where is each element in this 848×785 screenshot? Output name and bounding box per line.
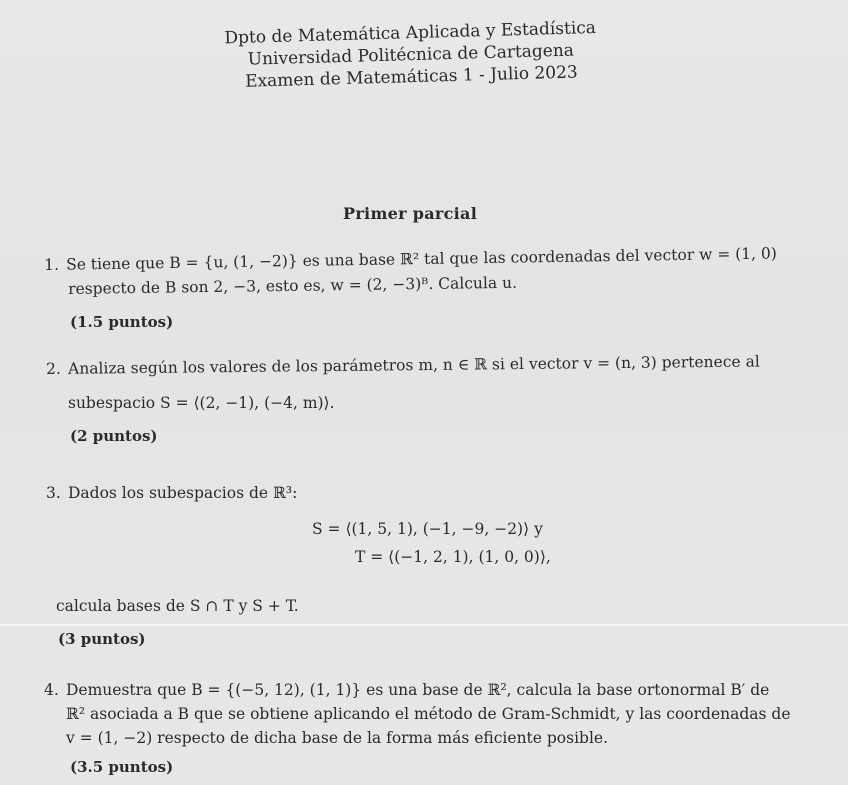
problem-4-line-2: ℝ² asociada a B que se obtiene aplicando el método de Gram-Schmidt, y las coordenadas de xyxy=(66,705,791,723)
exam-title-line: Examen de Matemáticas 1 - Julio 2023 xyxy=(244,62,578,92)
problem-3-line-2: calcula bases de S ∩ T y S + T. xyxy=(56,597,299,615)
problem-3-subspace-s: S = ⟨(1, 5, 1), (−1, −9, −2)⟩ y xyxy=(312,520,543,538)
problem-1-text-1: Se tiene que B = {u, (1, −2)} es una base ℝ² tal que las coordenadas del vector w = (1, 0) xyxy=(65,244,777,274)
problem-4-number: 4. xyxy=(44,681,59,699)
problem-1-number: 1. xyxy=(44,255,60,274)
problem-2-number: 2. xyxy=(46,359,61,378)
problem-4-line-3: v = (1, −2) respecto de dicha base de la forma más eficiente posible. xyxy=(66,729,609,747)
problem-4-text-1: Demuestra que B = {(−5, 12), (1, 1)} es una base de ℝ², calcula la base ortonormal B′ de xyxy=(66,681,770,699)
problem-3-text-1: Dados los subespacios de ℝ³: xyxy=(68,484,298,502)
problem-3-subspace-t: T = ⟨(−1, 2, 1), (1, 0, 0)⟩, xyxy=(355,548,551,566)
problem-2-text-1: Analiza según los valores de los parámetros m, n ∈ ℝ si el vector v = (n, 3) pertenece al xyxy=(67,352,760,378)
university-line: Universidad Politécnica de Cartagena xyxy=(247,40,575,70)
problem-2-line-1 xyxy=(46,353,760,378)
problem-1-line-2: respecto de B son 2, −3, esto es, w = (2, −3)ᴮ. Calcula u. xyxy=(68,273,518,298)
problem-1-points: (1.5 puntos) xyxy=(70,313,174,331)
problem-1-line-1 xyxy=(44,244,777,274)
part-title: Primer parcial xyxy=(343,204,478,223)
problem-4-points: (3.5 puntos) xyxy=(70,758,174,776)
exam-header xyxy=(200,16,622,94)
problem-3-line-1 xyxy=(46,484,297,502)
problem-2-points: (2 puntos) xyxy=(70,427,158,445)
problem-3-number: 3. xyxy=(46,484,61,502)
problem-2-line-2: subespacio S = ⟨(2, −1), (−4, m)⟩. xyxy=(68,394,335,412)
problem-4-line-1 xyxy=(44,681,769,699)
problem-3-points: (3 puntos) xyxy=(58,630,146,648)
paper-fold-line xyxy=(0,624,848,626)
department-line: Dpto de Matemática Aplicada y Estadística xyxy=(224,17,597,49)
